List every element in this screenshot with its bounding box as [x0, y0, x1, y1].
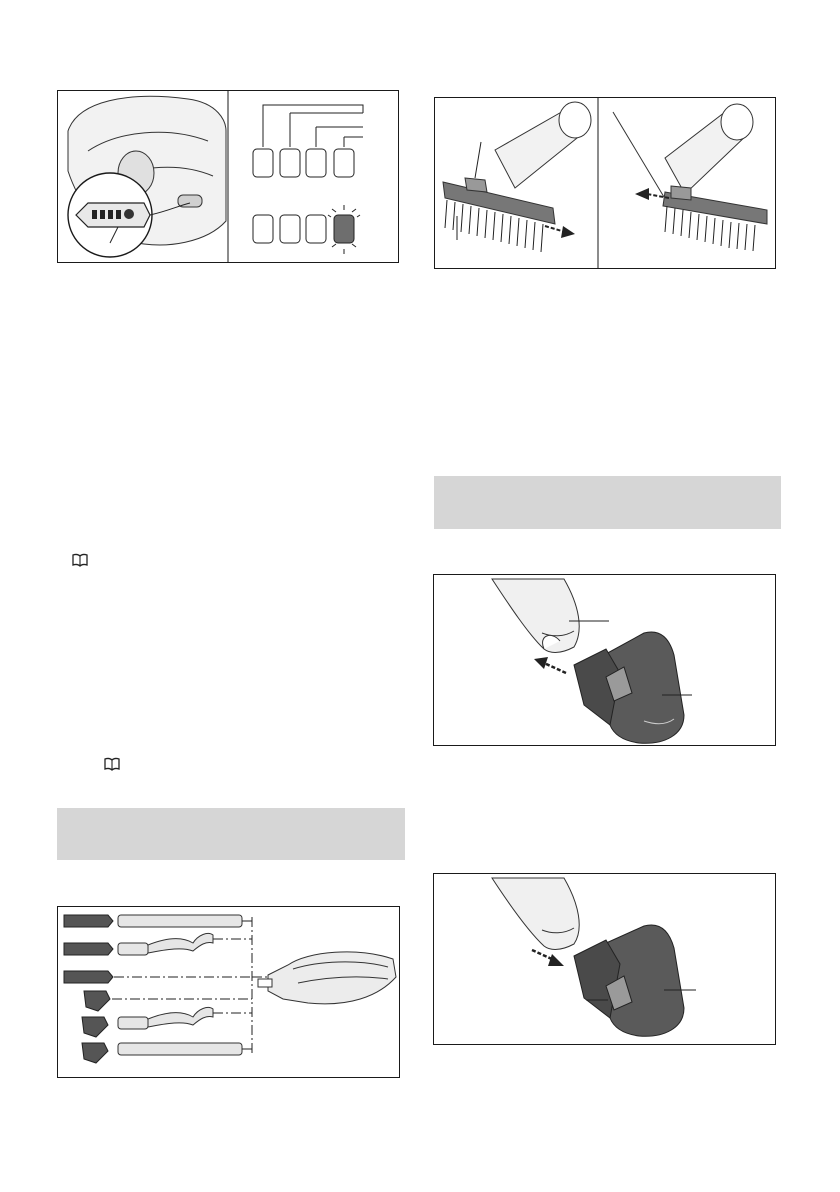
- section-heading-band: [434, 476, 781, 529]
- battery-pack-drawing: [574, 925, 684, 1036]
- extension-tubes: [118, 915, 242, 1055]
- figure-brush-attachment: [434, 97, 776, 269]
- figure-charge-indicator: [57, 90, 399, 263]
- open-book-icon: [72, 553, 88, 567]
- figure-battery-insert: [433, 574, 776, 746]
- figure-accessories: [57, 906, 400, 1078]
- brush-left-drawing: [443, 102, 591, 252]
- figure-battery-remove: [433, 873, 776, 1045]
- led-level-diagram: [253, 105, 363, 254]
- handheld-vacuum-drawing: [258, 952, 396, 1004]
- vacuum-body-drawing: [492, 878, 579, 950]
- battery-pack-drawing: [574, 632, 684, 743]
- section-heading-band: [57, 808, 405, 860]
- open-book-icon: [104, 757, 120, 771]
- brush-right-drawing: [613, 104, 767, 251]
- nozzle-attachments: [64, 915, 113, 1063]
- vacuum-body-drawing: [492, 579, 579, 653]
